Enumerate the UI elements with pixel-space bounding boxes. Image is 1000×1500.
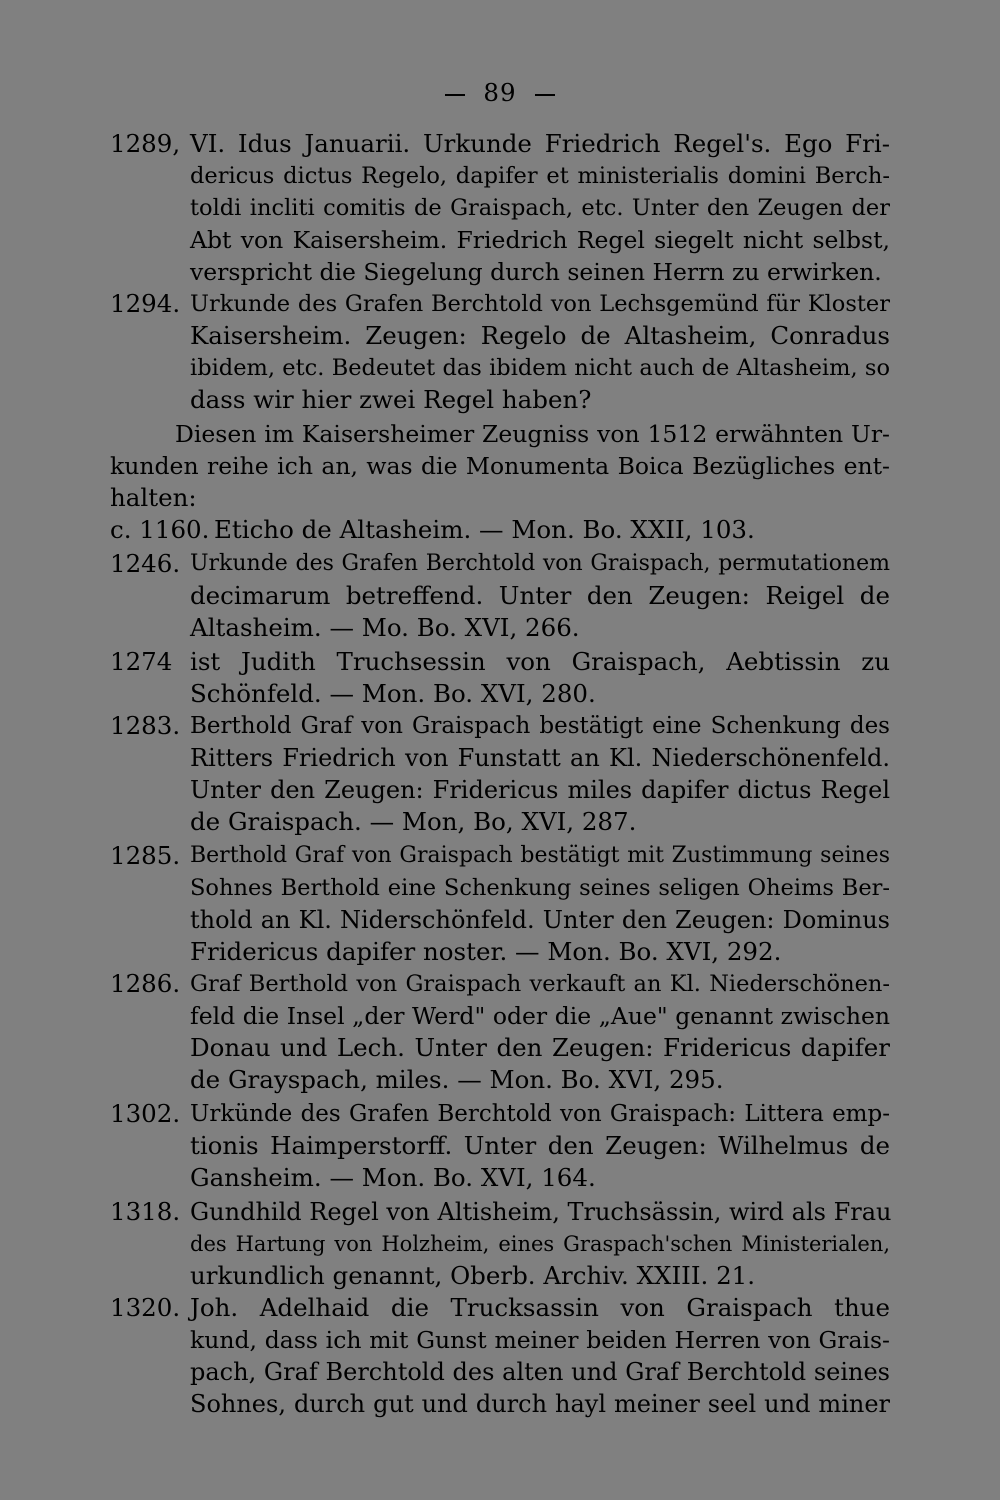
entry-line: de Graispach. — Mon, Bo, XVI, 287. [190,807,637,836]
entry-line: decimarum betreffend. Unter den Zeugen: Reigel de [190,581,890,610]
entry-line: pach, Graf Berchtold des alten und Graf Berchtold seines [190,1358,890,1386]
entry-line: Graf Berthold von Graispach verkauft an Kl. Niederschönen- [190,971,890,997]
entry-line: Abt von Kaisersheim. Friedrich Regel siegelt nicht selbst, [190,226,890,254]
entry-line: urkundlich genannt, Oberb. Archiv. XXIII. 21. [190,1261,756,1290]
entry-line: Eticho de Altasheim. — Mon. Bo. XXII, 103. [214,515,755,544]
entry-line: Joh. Adelhaid die Trucksassin von Graispach thue [190,1293,890,1322]
entry-line: Berthold Graf von Graispach bestätigt eine Schenkung des [190,713,890,739]
entry-line: Ritters Friedrich von Funstatt an Kl. Niederschönenfeld. [190,744,890,772]
entry-year: 1294. [110,289,181,318]
entry-line: tionis Haimperstorff. Unter den Zeugen: Wilhelmus de [190,1131,890,1160]
entry-line: ibidem, etc. Bedeutet das ibidem nicht auch de Altasheim, so [190,355,890,381]
entry-line: Unter den Zeugen: Fridericus miles dapifer dictus Regel [190,776,890,804]
entry-line: Gansheim. — Mon. Bo. XVI, 164. [190,1163,596,1192]
entry-year: 1289, [110,129,181,158]
entry-line: toldi incliti comitis de Graispach, etc. Unter den Zeugen der [190,195,890,221]
entry-line: Urkunde des Grafen Berchtold von Graispach, permutationem [190,551,890,576]
entry-line: Fridericus dapifer noster. — Mon. Bo. XVI, 292. [190,937,782,966]
entry-line: Berthold Graf von Graispach bestätigt mit Zustimmung seines [190,843,890,868]
entry-line: dericus dictus Regelo, dapifer et ministerialis domini Berch- [190,163,890,189]
entry-line: Kaisersheim. Zeugen: Regelo de Altasheim, Conradus [190,321,890,350]
paragraph-line: Diesen im Kaisersheimer Zeugniss von 1512 erwähnten Ur- [175,420,890,448]
entry-line: thold an Kl. Niderschönfeld. Unter den Zeugen: Dominus [190,906,890,934]
entry-line: des Hartung von Holzheim, eines Graspach'schen Ministerialen, [190,1232,890,1256]
entry-line: feld die Insel „der Werd" oder die „Aue" genannt zwischen [190,1002,890,1030]
entry-year: 1246. [110,549,181,578]
entry-year: c. 1160. [110,515,210,544]
entry-line: kund, dass ich mit Gunst meiner beiden Herren von Grais- [190,1326,890,1354]
entry-line: Altasheim. — Mo. Bo. XVI, 266. [190,613,580,642]
entry-line: ist Judith Truchsessin von Graispach, Aebtissin zu [190,647,890,676]
entry-line: VI. Idus Januarii. Urkunde Friedrich Regel's. Ego Fri- [190,129,890,158]
entry-line: Urkünde des Grafen Berchtold von Graispach: Littera emp- [190,1101,890,1127]
entry-line: de Grayspach, miles. — Mon. Bo. XVI, 295. [190,1065,724,1094]
paragraph-line: halten: [110,483,197,512]
entry-line: Sohnes, durch gut und durch hayl meiner seel und miner [190,1390,890,1418]
entry-line: Gundhild Regel von Altisheim, Truchsässin, wird als Frau [190,1198,892,1226]
entry-line: Sohnes Berthold eine Schenkung seines seligen Oheims Ber- [190,875,890,901]
entry-year: 1285. [110,841,181,870]
page-number: 89 [0,78,1000,107]
entry-year: 1320. [110,1293,181,1322]
entry-year: 1286. [110,969,181,998]
entry-line: Schönfeld. — Mon. Bo. XVI, 280. [190,679,596,708]
entry-line: verspricht die Siegelung durch seinen Herrn zu erwirken. [190,258,882,286]
entry-line: dass wir hier zwei Regel haben? [190,385,592,414]
entry-year: 1274 [110,647,173,676]
paragraph-line: kunden reihe ich an, was die Monumenta Boica Bezügliches ent- [110,452,890,480]
entry-year: 1302. [110,1099,181,1128]
entry-year: 1283. [110,711,181,740]
entry-year: 1318. [110,1197,181,1226]
entry-line: Donau und Lech. Unter den Zeugen: Fridericus dapifer [190,1033,890,1062]
entry-line: Urkunde des Grafen Berchtold von Lechsgemünd für Kloster [190,291,890,317]
